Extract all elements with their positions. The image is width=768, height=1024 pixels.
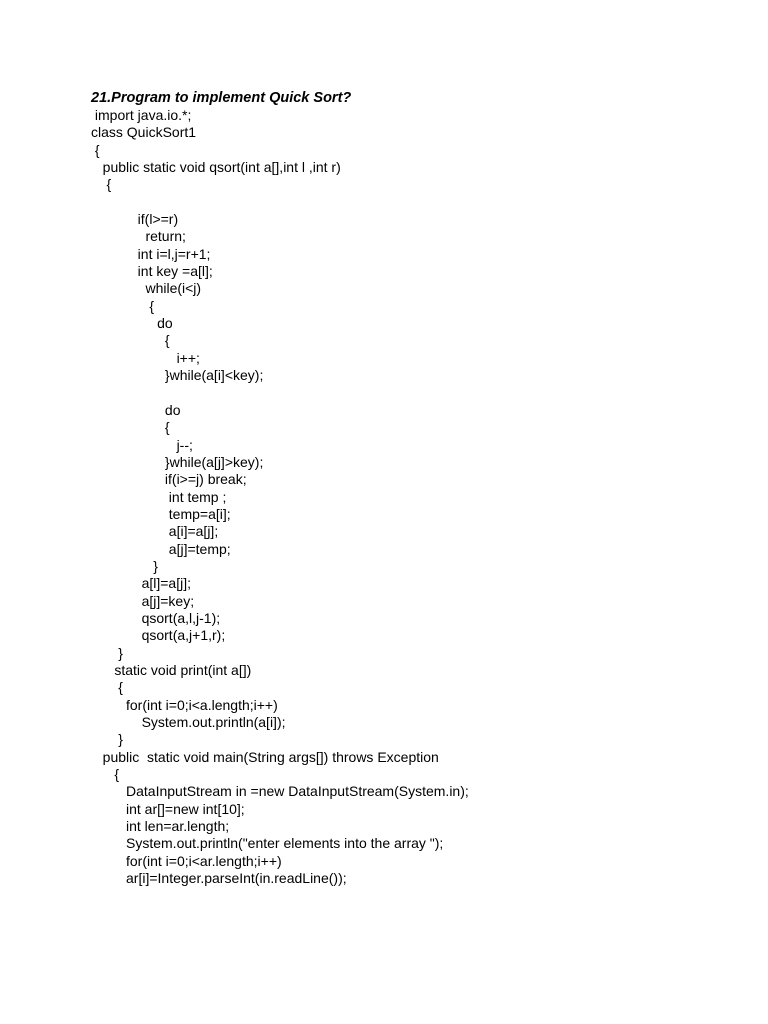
code-line: class QuickSort1 — [91, 124, 197, 141]
code-line: ar[i]=Integer.parseInt(in.readLine()); — [91, 870, 347, 887]
code-line: { — [91, 141, 100, 158]
code-line: int temp ; — [91, 488, 227, 505]
code-line: DataInputStream in =new DataInputStream(System.in); — [91, 783, 469, 800]
code-line: { — [91, 679, 123, 696]
code-line: }while(a[i]<key); — [91, 367, 264, 384]
code-line: { — [91, 766, 120, 783]
code-line — [91, 194, 469, 211]
code-line: qsort(a,l,j-1); — [91, 609, 221, 626]
code-line: a[j]=key; — [91, 592, 195, 609]
code-line: return; — [91, 228, 186, 245]
code-line — [91, 385, 469, 402]
code-line: do — [91, 315, 173, 332]
code-line: }while(a[j]>key); — [91, 453, 264, 470]
code-line: temp=a[i]; — [91, 505, 231, 522]
code-line: for(int i=0;i<ar.length;i++) — [91, 852, 282, 869]
code-line: import java.io.*; — [91, 107, 192, 123]
code-line: a[l]=a[j]; — [91, 575, 191, 592]
code-line: } — [91, 644, 123, 661]
code-line: } — [91, 731, 123, 748]
code-line: a[i]=a[j]; — [91, 523, 219, 540]
program-title: 21.Program to implement Quick Sort? — [91, 90, 352, 106]
code-line: int i=l,j=r+1; — [91, 245, 211, 262]
code-line: { — [91, 176, 112, 193]
code-line: if(l>=r) — [91, 211, 179, 228]
code-block — [91, 107, 469, 887]
code-line: while(i<j) — [91, 280, 202, 297]
code-line: int len=ar.length; — [91, 818, 230, 835]
code-line: { — [91, 297, 155, 314]
code-line: do — [91, 401, 181, 418]
code-line: int key =a[l]; — [91, 263, 213, 280]
code-line: public static void main(String args[]) throws Exception — [91, 748, 439, 765]
code-line: System.out.println(a[i]); — [91, 714, 286, 731]
code-line: int ar[]=new int[10]; — [91, 800, 245, 817]
code-line: static void print(int a[]) — [91, 662, 252, 678]
code-line: a[j]=temp; — [91, 540, 231, 557]
code-line: } — [91, 557, 158, 574]
code-line: { — [91, 419, 170, 436]
code-line: if(i>=j) break; — [91, 471, 247, 488]
code-line: j--; — [91, 436, 193, 453]
code-line: qsort(a,j+1,r); — [91, 627, 226, 644]
code-line: System.out.println("enter elements into the array "); — [91, 835, 444, 852]
code-line: i++; — [91, 349, 200, 366]
code-line: public static void qsort(int a[],int l ,int r) — [91, 159, 341, 176]
code-line: { — [91, 332, 170, 349]
code-line: for(int i=0;i<a.length;i++) — [91, 696, 278, 713]
